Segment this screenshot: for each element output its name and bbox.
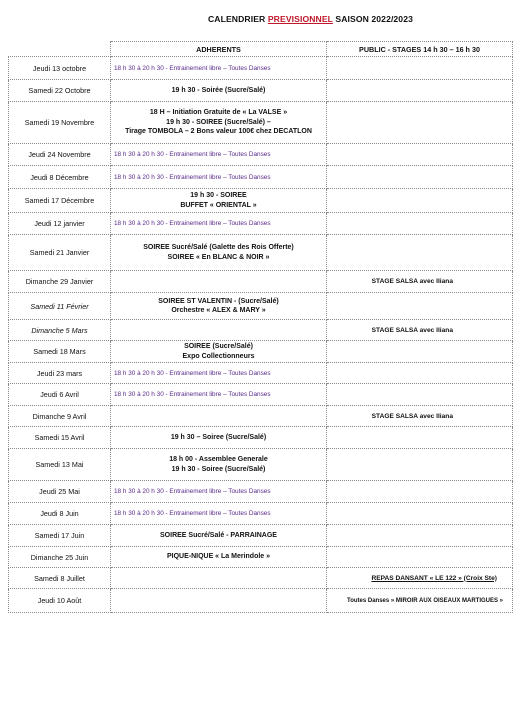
title-highlight: PREVISIONNEL: [267, 14, 333, 24]
event-line: SOIREE Sucré/Salé (Galette des Rois Offerte): [143, 244, 294, 251]
event-line: SOIREE ST VALENTIN - (Sucre/Salé): [158, 297, 279, 305]
public-event-text: Toutes Danses » MIROIR AUX OISEAUX MARTIGUES »: [346, 597, 503, 604]
row-adherents-cell: [111, 320, 327, 341]
event-line: 19 h 30 - SOIREE (Sucre/Salé) –: [166, 118, 271, 126]
row-date: Samedi 19 Novembre: [9, 102, 111, 144]
row-adherents-cell: [111, 271, 327, 293]
calendar-row: [9, 213, 513, 235]
event-line: SOIREE Sucré/Salé - PARRAINAGE: [160, 531, 277, 539]
row-date: Jeudi 6 Avril: [9, 384, 111, 406]
row-date: Samedi 17 Décembre: [9, 189, 111, 213]
row-public-cell: [327, 589, 513, 613]
training-text: 18 h 30 à 20 h 30 - Entrainement libre – Toutes Danses: [114, 369, 271, 377]
row-date: Jeudi 8 Décembre: [9, 166, 111, 189]
row-adherents-cell: [111, 406, 327, 427]
training-text: 18 h 30 à 20 h 30 - Entrainement libre – Toutes Danses: [114, 151, 271, 158]
header-empty-cell: [9, 42, 111, 57]
row-adherents-cell: [111, 189, 327, 213]
event-line: 19 h 30 – Soiree (Sucre/Salé): [170, 433, 267, 441]
row-date: Dimanche 25 Juin: [9, 547, 111, 568]
row-date: Samedi 21 Janvier: [9, 235, 111, 271]
row-public-cell: [327, 525, 513, 547]
row-public-cell: [327, 144, 513, 166]
row-public-cell: [327, 568, 513, 589]
event-line: 18 h 00 - Assemblee Generale: [169, 456, 268, 463]
row-public-cell: [327, 449, 513, 481]
row-public-cell: [327, 341, 513, 363]
row-date: Dimanche 9 Avril: [9, 406, 111, 427]
calendar-row: [9, 341, 513, 363]
calendar-row: [9, 320, 513, 341]
event-line: BUFFET « ORIENTAL »: [180, 201, 257, 209]
calendar-row: [9, 449, 513, 481]
row-adherents-cell: [111, 235, 327, 271]
row-date: Samedi 15 Avril: [9, 427, 111, 449]
public-event-text: STAGE SALSA avec Iliana: [371, 326, 453, 334]
row-public-cell: [327, 363, 513, 384]
calendar-row: [9, 589, 513, 613]
row-adherents-cell: [111, 166, 327, 189]
public-event-text: STAGE SALSA avec Iliana: [371, 278, 453, 285]
calendar-row: [9, 568, 513, 589]
row-date: Dimanche 29 Janvier: [9, 271, 111, 293]
row-adherents-cell: [111, 589, 327, 613]
event-line: Expo Collectionneurs: [182, 352, 255, 360]
row-adherents-cell: [111, 481, 327, 503]
calendar-row: [9, 166, 513, 189]
calendar-row: [9, 481, 513, 503]
row-date: Samedi 13 Mai: [9, 449, 111, 481]
row-adherents-cell: [111, 568, 327, 589]
event-line: PIQUE-NIQUE « La Merindole »: [166, 553, 271, 561]
row-date: Jeudi 13 octobre: [9, 57, 111, 80]
row-date: Samedi 18 Mars: [9, 341, 111, 363]
row-date: Jeudi 25 Mai: [9, 481, 111, 503]
row-adherents-cell: [111, 80, 327, 102]
row-adherents-cell: [111, 363, 327, 384]
row-adherents-cell: [111, 525, 327, 547]
calendar-table: [8, 41, 513, 613]
row-public-cell: [327, 166, 513, 189]
row-public-cell: [327, 406, 513, 427]
public-event-text: REPAS DANSANT « LE 122 » (Croix Ste): [371, 574, 497, 582]
row-adherents-cell: [111, 427, 327, 449]
row-public-cell: [327, 547, 513, 568]
row-date: Jeudi 10 Août: [9, 589, 111, 613]
row-adherents-cell: [111, 213, 327, 235]
training-text: 18 h 30 à 20 h 30 - Entrainement libre – Toutes Danses: [114, 64, 271, 72]
event-line: SOIREE « En BLANC & NOIR »: [167, 253, 270, 261]
row-date: Jeudi 24 Novembre: [9, 144, 111, 166]
row-public-cell: [327, 189, 513, 213]
training-text: 18 h 30 à 20 h 30 - Entrainement libre – Toutes Danses: [114, 510, 271, 517]
row-public-cell: [327, 384, 513, 406]
row-adherents-cell: [111, 503, 327, 525]
calendar-row: [9, 80, 513, 102]
row-public-cell: [327, 57, 513, 80]
row-date: Dimanche 5 Mars: [9, 320, 111, 341]
row-adherents-cell: [111, 102, 327, 144]
event-line: Orchestre « ALEX & MARY »: [171, 307, 266, 314]
row-public-cell: [327, 503, 513, 525]
row-date: Samedi 22 Octobre: [9, 80, 111, 102]
title-prefix: CALENDRIER: [208, 14, 266, 24]
document-title: [208, 14, 413, 24]
training-text: 18 h 30 à 20 h 30 - Entrainement libre – Toutes Danses: [114, 488, 271, 495]
calendar-row: [9, 235, 513, 271]
row-public-cell: [327, 80, 513, 102]
calendar-row: [9, 189, 513, 213]
calendar-row: [9, 363, 513, 384]
header-row: [9, 42, 513, 57]
row-date: Jeudi 12 janvier: [9, 213, 111, 235]
row-date: Samedi 11 Février: [9, 293, 111, 320]
training-text: 18 h 30 à 20 h 30 - Entrainement libre – Toutes Danses: [114, 173, 271, 181]
training-text: 18 h 30 à 20 h 30 - Entrainement libre – Toutes Danses: [114, 220, 271, 227]
row-public-cell: [327, 481, 513, 503]
calendar-row: [9, 547, 513, 568]
calendar-row: [9, 525, 513, 547]
row-public-cell: [327, 293, 513, 320]
calendar-row: [9, 293, 513, 320]
row-date: Samedi 17 Juin: [9, 525, 111, 547]
training-text: 18 h 30 à 20 h 30 - Entrainement libre – Toutes Danses: [114, 391, 271, 398]
event-line: 19 h 30 - SOIREE: [190, 192, 247, 199]
calendar-row: [9, 427, 513, 449]
header-public: PUBLIC - STAGES 14 h 30 – 16 h 30: [327, 42, 513, 57]
calendar-row: [9, 144, 513, 166]
calendar-row: [9, 57, 513, 80]
row-adherents-cell: [111, 341, 327, 363]
row-adherents-cell: [111, 384, 327, 406]
public-event-text: STAGE SALSA avec Iliana: [371, 412, 453, 420]
row-public-cell: [327, 271, 513, 293]
title-suffix: SAISON 2022/2023: [335, 14, 413, 24]
row-public-cell: [327, 320, 513, 341]
row-public-cell: [327, 213, 513, 235]
row-adherents-cell: [111, 547, 327, 568]
row-adherents-cell: [111, 144, 327, 166]
event-line: 19 h 30 - Soirée (Sucre/Salé): [171, 86, 266, 94]
row-date: Samedi 8 Juillet: [9, 568, 111, 589]
calendar-row: [9, 406, 513, 427]
row-date: Jeudi 8 Juin: [9, 503, 111, 525]
event-line: Tirage TOMBOLA – 2 Bons valeur 100€ chez DECATLON: [125, 128, 312, 136]
row-date: Jeudi 23 mars: [9, 363, 111, 384]
row-public-cell: [327, 235, 513, 271]
event-line: 19 h 30 - Soiree (Sucre/Salé): [171, 465, 266, 473]
row-adherents-cell: [111, 57, 327, 80]
event-line: SOIREE (Sucre/Salé): [184, 343, 253, 350]
calendar-row: [9, 384, 513, 406]
row-adherents-cell: [111, 293, 327, 320]
row-public-cell: [327, 102, 513, 144]
event-line: 18 H – Initiation Gratuite de « La VALSE »: [149, 109, 288, 117]
calendar-row: [9, 503, 513, 525]
row-public-cell: [327, 427, 513, 449]
header-adherents: ADHERENTS: [111, 42, 327, 57]
calendar-row: [9, 102, 513, 144]
row-adherents-cell: [111, 449, 327, 481]
calendar-row: [9, 271, 513, 293]
